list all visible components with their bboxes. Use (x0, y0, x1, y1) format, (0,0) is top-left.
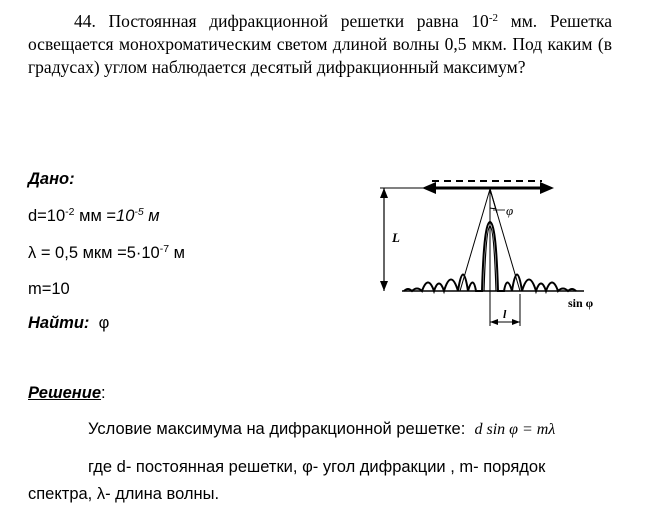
l-arrow-right (512, 319, 520, 325)
find-heading: Найти: (28, 314, 90, 332)
given-heading: Дано: (28, 170, 75, 188)
diffraction-figure (372, 176, 604, 336)
ray-phi (490, 189, 497, 213)
given-d-si-base: 10 (116, 207, 135, 225)
max-condition-formula: d sin φ = mλ (474, 421, 556, 438)
given-lambda-prefix: λ = 0,5 мкм =5·10 (28, 244, 160, 262)
problem-exponent: -2 (488, 12, 498, 24)
solution-heading-colon: : (101, 384, 106, 402)
given-d-exp2: -5 (134, 206, 144, 218)
given-d-line (28, 207, 160, 226)
given-lambda-line (28, 244, 185, 263)
solution-heading-line (28, 384, 106, 403)
condition-text: Условие максимума на дифракционной решетке: (88, 420, 466, 438)
angle-arc (490, 208, 496, 209)
label-sin-phi: sin φ (568, 296, 594, 310)
distance-L-arrow-bottom (380, 281, 388, 291)
problem-number: 44. (74, 11, 96, 31)
where-line-2: спектра, λ- длина волны. (28, 485, 220, 503)
problem-text-end: мм. Решетка освещается монохроматическим светом длиной волны 0,5 мкм. Под каким (в градусах) углом наблюдается десятый дифракционный максимум? (28, 11, 612, 77)
given-lambda-exp: -7 (159, 243, 170, 255)
given-lambda-unit: м (169, 244, 186, 262)
find-value: φ (98, 314, 110, 332)
l-arrow-left (490, 319, 498, 325)
problem-statement (28, 10, 612, 79)
given-m-line: m=10 (28, 280, 70, 298)
given-d-mid: мм = (74, 207, 117, 225)
condition-line (88, 420, 555, 439)
problem-text-start: Постоянная дифракционной решетки равна 10 (95, 11, 489, 31)
find-line (28, 314, 109, 333)
given-d-exp1: -2 (65, 206, 75, 218)
label-L: L (392, 230, 400, 245)
label-l: l (503, 307, 507, 321)
grating-arrow-right (540, 182, 554, 194)
given-d-prefix: d=10 (28, 207, 66, 225)
given-d-si-unit: м (143, 207, 160, 225)
where-line-1: где d- постоянная решетки, φ- угол дифракции , m- порядок (88, 458, 546, 476)
solution-heading: Решение (28, 384, 102, 402)
label-phi: φ (506, 203, 514, 218)
distance-L-arrow-top (380, 188, 388, 198)
